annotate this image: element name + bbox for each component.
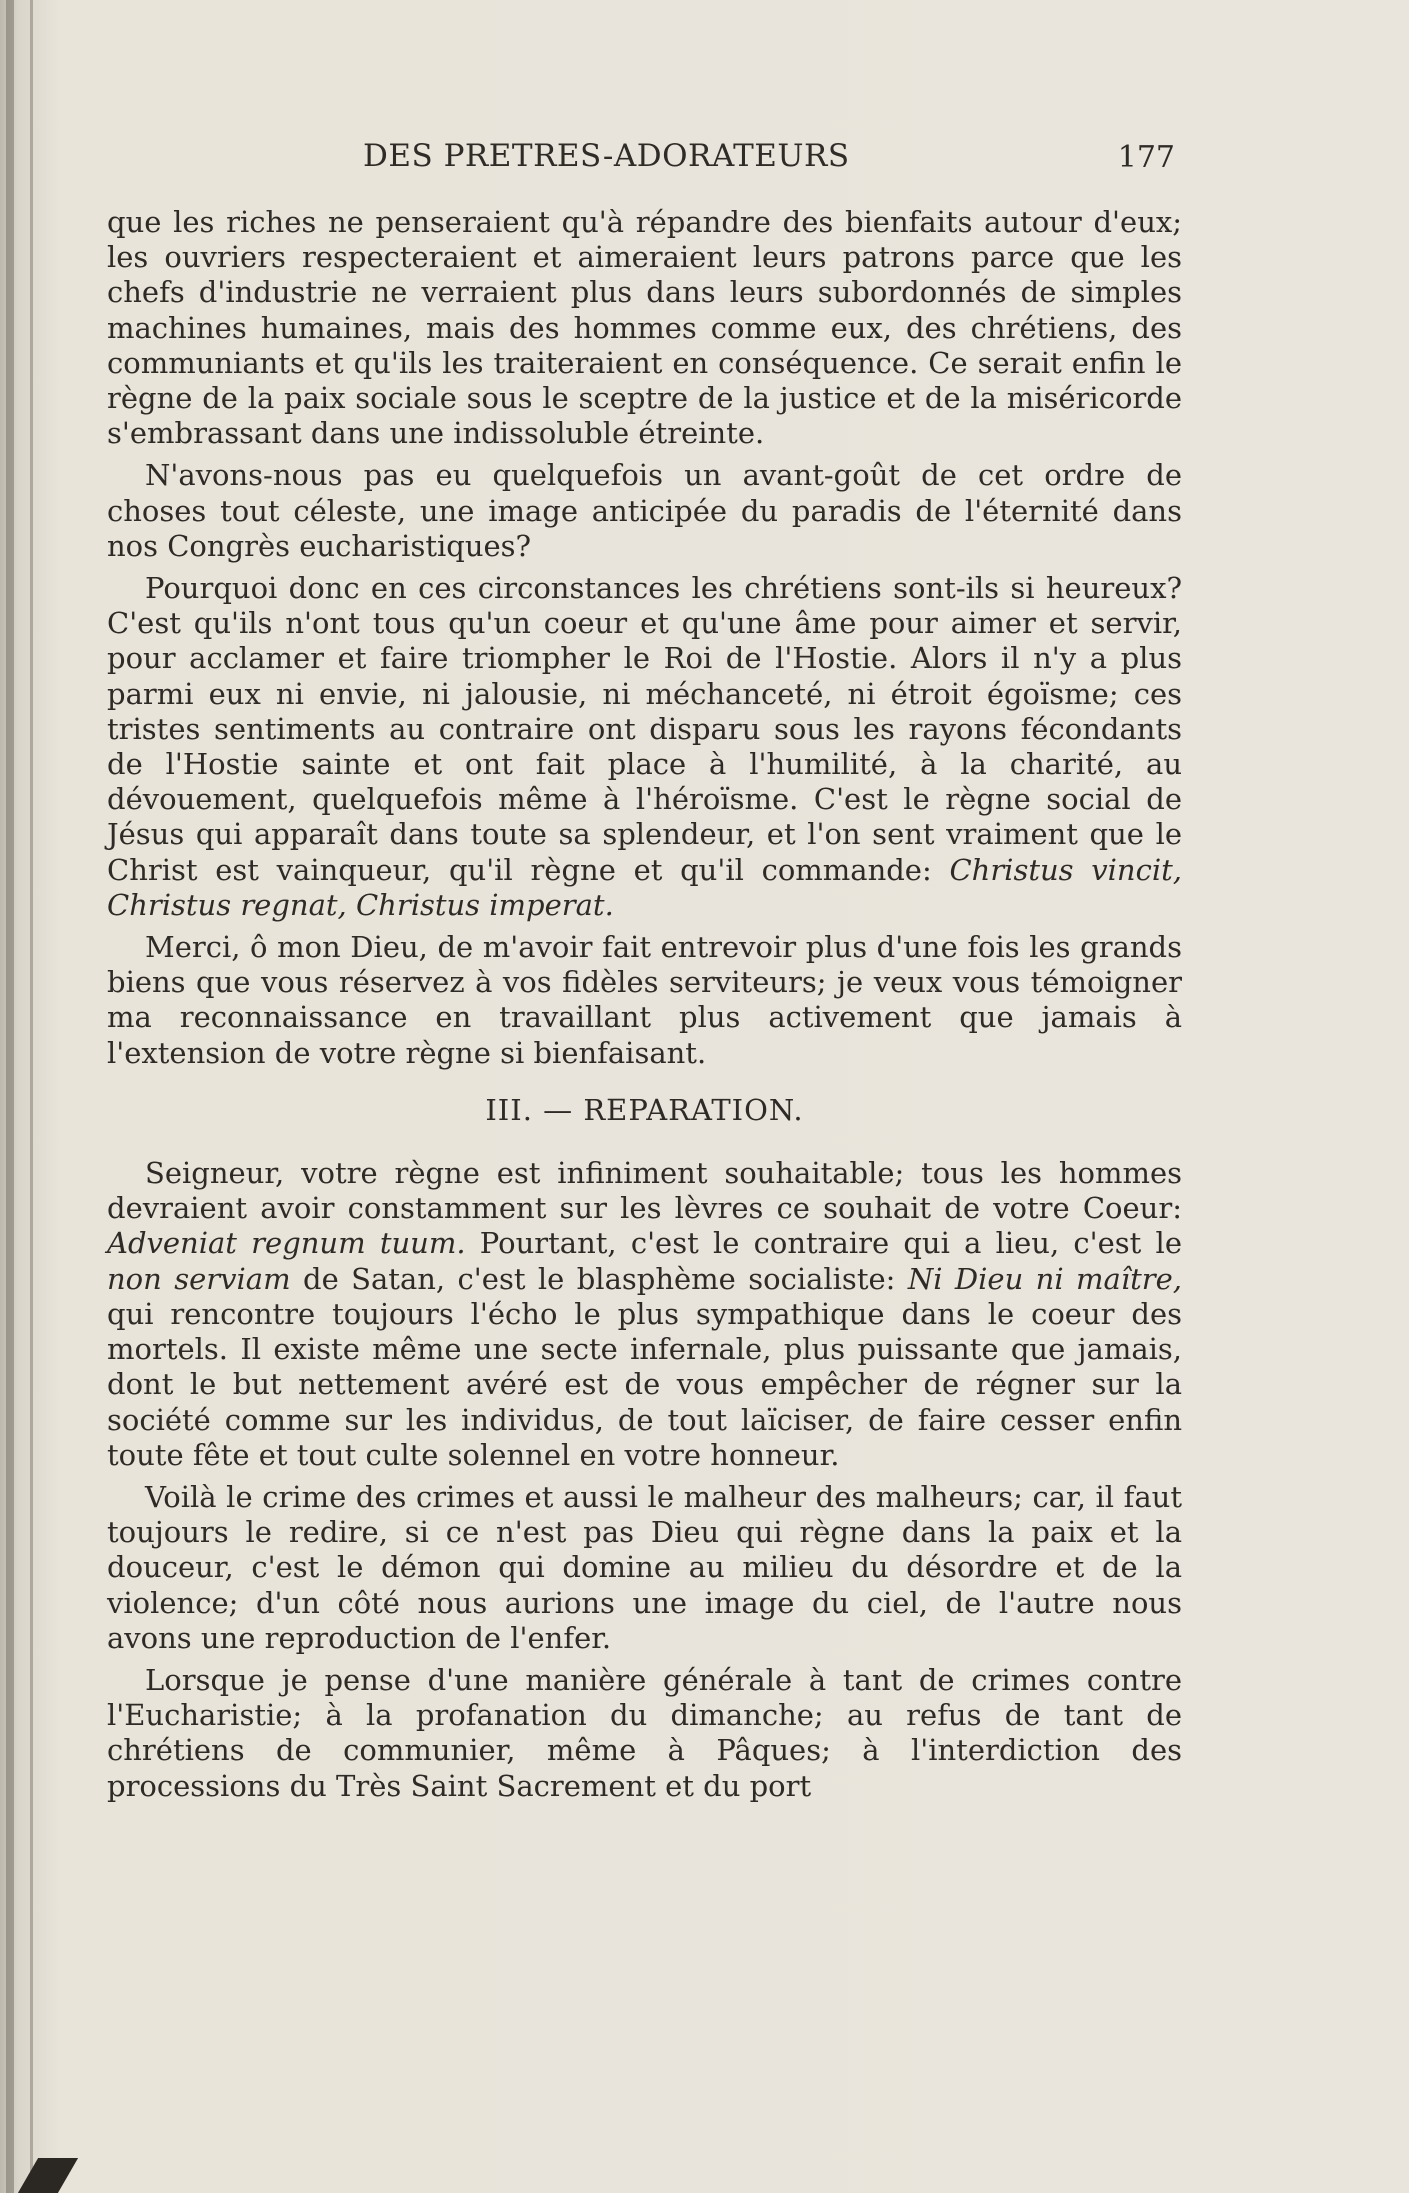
page-corner-mark <box>18 2158 78 2193</box>
paragraph-4: Merci, ô mon Dieu, de m'avoir fait entrevoir plus d'une fois les grands biens que vous réservez à vos fidèles serviteurs; je veux vous témoigner ma reconnaissance en travaillant plus activement que jamais à l'extension de votre règne si bienfaisant. <box>107 930 1182 1070</box>
page-body <box>107 205 1182 1811</box>
paragraph-5-latin-1: Adveniat regnum tuum. <box>107 1226 466 1261</box>
page-header <box>110 138 1175 182</box>
paragraph-5-latin-2: non serviam <box>107 1261 291 1296</box>
paragraph-3-text: Pourquoi donc en ces circonstances les chrétiens sont-ils si heureux? C'est qu'ils n'ont tous qu'un coeur et qu'une âme pour aimer et servir, pour acclamer et faire triompher le Roi de l'Hostie. Alors il n'y a plus parmi eux ni envie, ni jalousie, ni méchanceté, ni étroit égoïsme; ces tristes sentiments au contraire ont disparu sous les rayons fécondants de l'Hostie sainte et ont fait place à l'humilité, à la charité, au dévouement, quelquefois même à l'héroïsme. C'est le règne social de Jésus qui apparaît dans toute sa splendeur, et l'on sent vraiment que le Christ est vainqueur, qu'il règne et qu'il commande: <box>107 571 1182 887</box>
paragraph-5-quote: Ni Dieu ni maître, <box>907 1261 1183 1296</box>
paragraph-3 <box>107 571 1182 923</box>
paragraph-5 <box>107 1156 1182 1473</box>
paragraph-3-latin-quote: Christus vincit, Christus regnat, Christus imperat. <box>107 852 1182 922</box>
paragraph-1: que les riches ne penseraient qu'à répandre des bienfaits autour d'eux; les ouvriers respecteraient et aimeraient leurs patrons parce que les chefs d'industrie ne verraient plus dans leurs subordonnés de simples machines humaines, mais des hommes comme eux, des chrétiens, des communiants et qu'ils les traiteraient en conséquence. Ce serait enfin le règne de la paix sociale sous le sceptre de la justice et de la miséricorde s'embrassant dans une indissoluble étreinte. <box>107 205 1182 451</box>
running-head: DES PRETRES-ADORATEURS <box>363 138 850 174</box>
page-gutter-shadow <box>6 0 14 2193</box>
paragraph-7: Lorsque je pense d'une manière générale à tant de crimes contre l'Eucharistie; à la profanation du dimanche; au refus de tant de chrétiens de communier, même à Pâques; à l'interdiction des processions du Très Saint Sacrement et du port <box>107 1662 1182 1803</box>
paragraph-5-text-a: Seigneur, votre règne est infiniment souhaitable; tous les hommes devraient avoir constamment sur les lèvres ce souhait de votre Coeur: <box>107 1156 1182 1226</box>
paragraph-5-text-c: de Satan, c'est le blasphème socialiste: <box>290 1261 908 1296</box>
paragraph-5-text-b: Pourtant, c'est le contraire qui a lieu, c'est le <box>465 1226 1182 1261</box>
paragraph-2: N'avons-nous pas eu quelquefois un avant-goût de cet ordre de choses tout céleste, une image anticipée du paradis de l'éternité dans nos Congrès eucharistiques? <box>107 458 1182 563</box>
paragraph-6: Voilà le crime des crimes et aussi le malheur des malheurs; car, il faut toujours le redire, si ce n'est pas Dieu qui règne dans la paix et la douceur, c'est le démon qui domine au milieu du désordre et de la violence; d'un côté nous aurions une image du ciel, de l'autre nous avons une reproduction de l'enfer. <box>107 1479 1182 1655</box>
section-title: III. — REPARATION. <box>485 1092 804 1127</box>
paragraph-5-text-d: qui rencontre toujours l'écho le plus sympathique dans le coeur des mortels. Il existe même une secte infernale, plus puissante que jamais, dont le but nettement avéré est de vous empêcher de régner sur la société comme sur les individus, de tout laïciser, de faire cesser enfin toute fête et tout culte solennel en votre honneur. <box>107 1296 1182 1472</box>
page-number: 177 <box>1117 140 1175 175</box>
page-gutter-line <box>30 0 33 2193</box>
